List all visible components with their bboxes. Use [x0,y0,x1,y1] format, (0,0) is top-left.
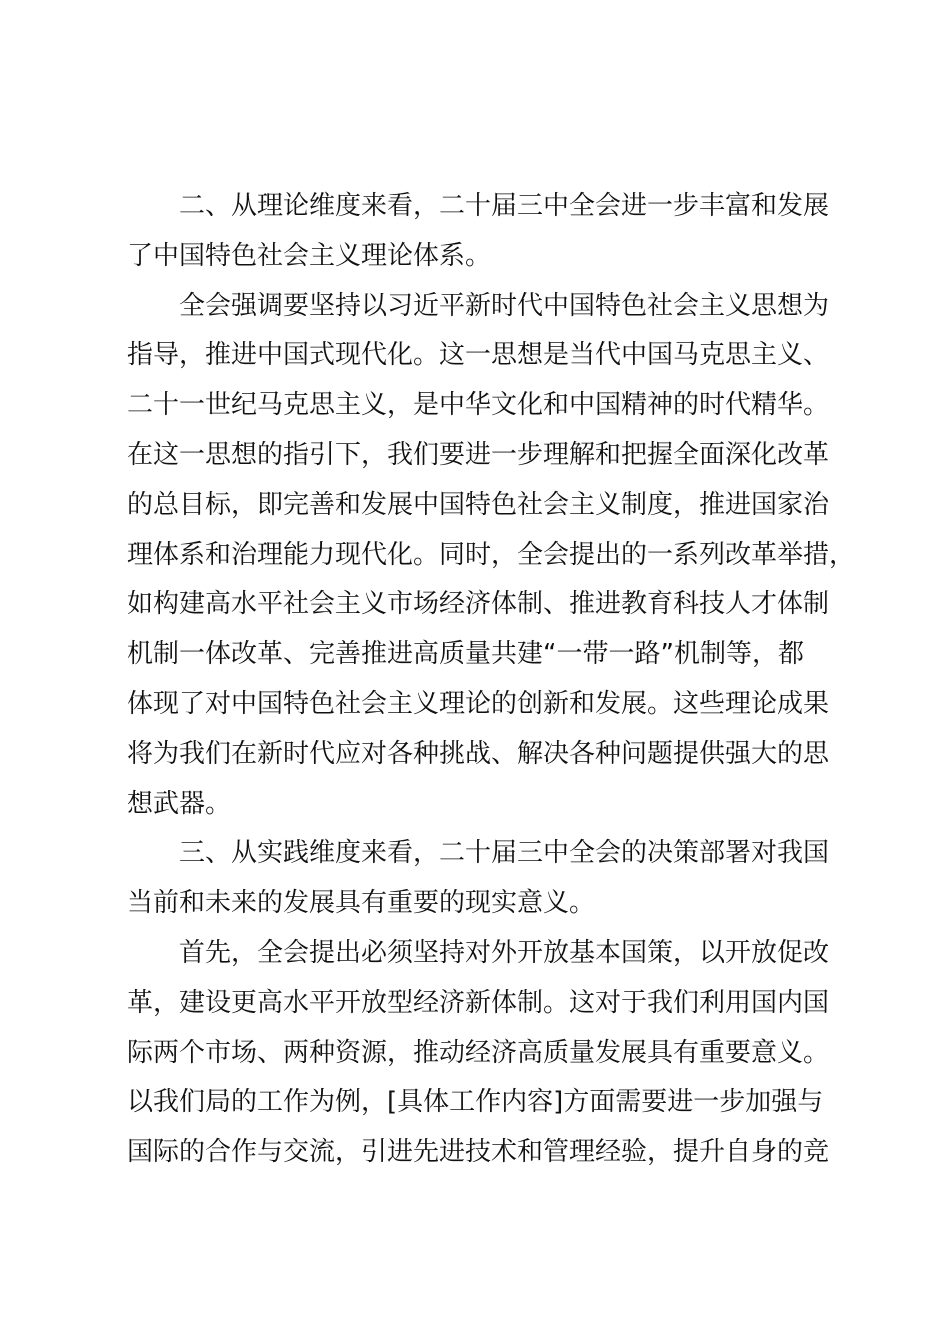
text-line: 机制一体改革、完善推进高质量共建“一带一路”机制等，都 [127,639,804,670]
text-line: 国际的合作与交流，引进先进技术和管理经验，提升自身的竞 [127,1137,830,1168]
document-body [127,182,857,1178]
text-line: 首先，全会提出必须坚持对外开放基本国策，以开放促改 [179,937,830,968]
text-line: 在这一思想的指引下，我们要进一步理解和把握全面深化改革 [127,439,830,470]
text-line: 以我们局的工作为例，[具体工作内容]方面需要进一步加强与 [127,1087,824,1118]
text-line: 革，建设更高水平开放型经济新体制。这对于我们利用国内国 [127,987,830,1018]
text-line: 将为我们在新时代应对各种挑战、解决各种问题提供强大的思 [127,738,830,769]
text-line: 二、从理论维度来看，二十届三中全会进一步丰富和发展 [179,191,830,221]
text-line: 全会强调要坚持以习近平新时代中国特色社会主义思想为 [179,290,830,321]
text-line: 当前和未来的发展具有重要的现实意义。 [127,888,596,919]
text-line: 指导，推进中国式现代化。这一思想是当代中国马克思主义、 [127,340,830,371]
text-line: 了中国特色社会主义理论体系。 [127,240,492,271]
text-line: 如构建高水平社会主义市场经济体制、推进教育科技人才体制 [127,589,830,620]
text-line: 二十一世纪马克思主义，是中华文化和中国精神的时代精华。 [127,390,830,421]
text-line: 体现了对中国特色社会主义理论的创新和发展。这些理论成果 [127,688,830,719]
text-line: 想武器。 [127,788,232,819]
text-line: 三、从实践维度来看，二十届三中全会的决策部署对我国 [179,838,830,869]
text-line: 际两个市场、两种资源，推动经济高质量发展具有重要意义。 [127,1037,830,1068]
text-line: 理体系和治理能力现代化。同时，全会提出的一系列改革举措， [127,539,856,570]
text-line: 的总目标，即完善和发展中国特色社会主义制度，推进国家治 [127,489,830,520]
